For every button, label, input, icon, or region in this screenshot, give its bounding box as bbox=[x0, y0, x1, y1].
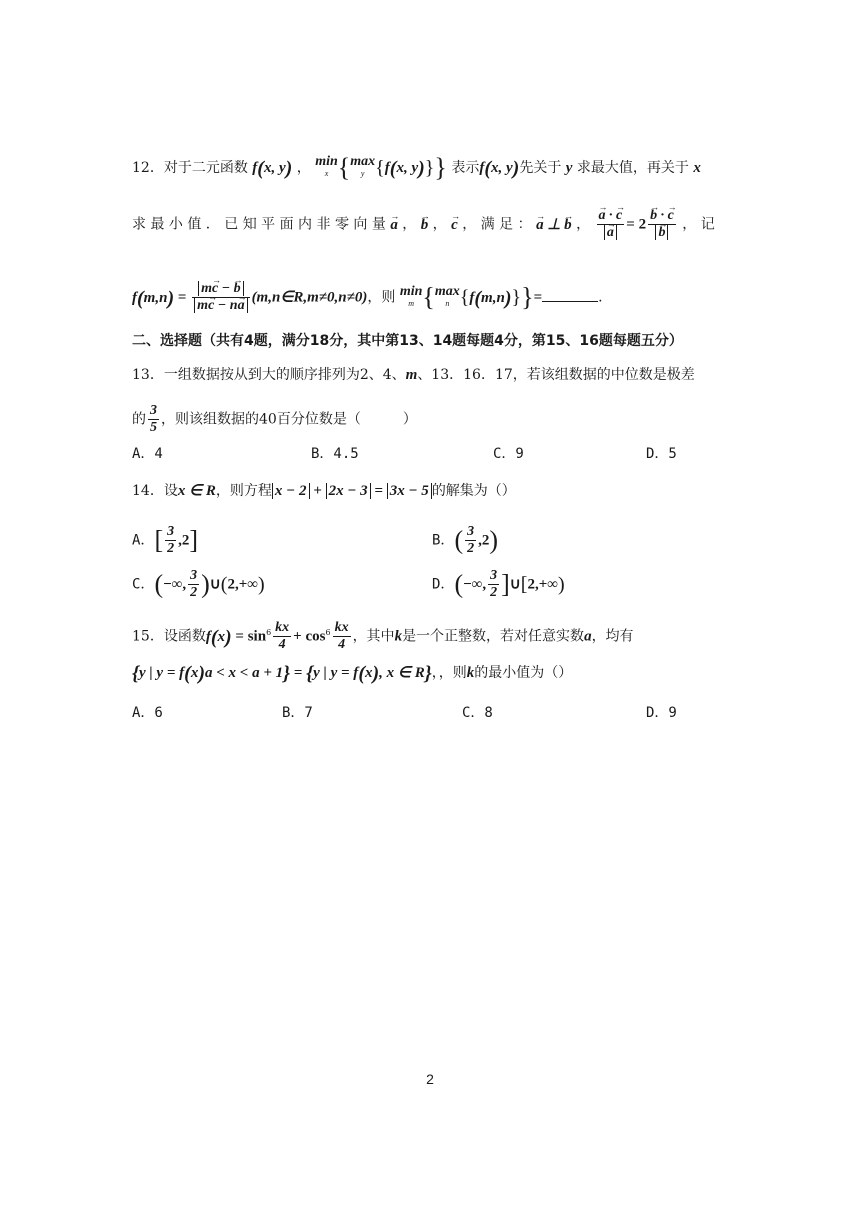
math-max-y: max y bbox=[350, 154, 376, 178]
math-f-mn: f(m,n) bbox=[469, 287, 512, 310]
q14-option-d[interactable]: D．(−∞, $\frac{3}{2}$ ]∪[2,+∞) bbox=[432, 568, 565, 600]
math-m: m bbox=[405, 367, 418, 383]
q12-line3: f(m,n) = $\frac{m\to c - \to b}{m\to c - n\to a}$ (m,n∈R,m≠0,n≠0)，则 min m {max n {f(m,n)}}= . bbox=[132, 281, 603, 314]
q12-text: ， 记 bbox=[682, 216, 715, 233]
option-label: C． bbox=[132, 576, 155, 593]
q15-text: ，其中 bbox=[352, 628, 395, 645]
math-f-xy: f(x, y) bbox=[252, 157, 293, 180]
q14-text: 14．设 bbox=[132, 483, 178, 499]
math-fx-def: f(x) bbox=[205, 626, 232, 649]
q15-text: 的最小值为（） bbox=[474, 665, 573, 681]
option-label: B． bbox=[432, 532, 455, 549]
option-label: D． bbox=[432, 576, 455, 593]
q12-text: ， bbox=[576, 216, 591, 233]
math-brace: } bbox=[424, 157, 435, 179]
answer-blank[interactable] bbox=[542, 289, 598, 302]
math-condition: (m,n∈R,m≠0,n≠0) bbox=[251, 289, 368, 306]
q13-text: 的 bbox=[132, 411, 146, 428]
q12-text: 表示 bbox=[451, 160, 480, 176]
math-frac-ac-over-a: → a · → c → a bbox=[597, 208, 625, 241]
math-f-mn: f(m,n) bbox=[132, 287, 175, 310]
q14-line1 bbox=[132, 481, 516, 501]
math-f-xy: f(x, y) bbox=[479, 157, 520, 180]
q15-option-c[interactable]: C．8 bbox=[462, 705, 493, 721]
page-number: 2 bbox=[426, 1071, 434, 1087]
q12-text: ， 满 足 ： bbox=[462, 216, 532, 233]
q14-text: 的解集为（） bbox=[431, 483, 516, 499]
math-brace: } bbox=[511, 286, 522, 309]
q12-text: 求最大值，再关于 bbox=[576, 160, 689, 176]
q15-option-b[interactable]: B．7 bbox=[282, 705, 313, 721]
math-k: k bbox=[466, 665, 475, 681]
q14-text: ，则方程 bbox=[215, 483, 272, 499]
q13-line1 bbox=[132, 365, 695, 385]
math-vec-c: → c bbox=[451, 215, 458, 235]
math-brace: } bbox=[521, 282, 534, 312]
q15-line2: {y | y = f(x)a < x < a + 1} = {y | y = f(x), x ∈ R}，，则k的最小值为（） bbox=[132, 662, 573, 685]
q15-line1: 15．设函数$f(x) = \sin^6$ $\frac{kx}{4}$ + $\cos^6$ $\frac{kx}{4}$ ，其中k是一个正整数，若对任意实数a，均有 bbox=[132, 620, 634, 652]
q13-option-a[interactable]: A．4 bbox=[132, 446, 163, 462]
q13-option-d[interactable]: D．5 bbox=[646, 446, 677, 462]
math-a-perp-b: → a ⊥ → b bbox=[536, 217, 572, 233]
option-label: A． bbox=[132, 532, 155, 549]
math-brace: { bbox=[337, 153, 351, 182]
q15-text: ，，则 bbox=[431, 665, 467, 681]
q12-text: ，则 bbox=[367, 289, 396, 306]
math-vec-a: → a bbox=[390, 215, 398, 235]
math-equation: x − 2 + 2x − 3 = 3x − 5 bbox=[272, 483, 432, 499]
math-x: x bbox=[693, 160, 701, 176]
q15-option-d[interactable]: D．9 bbox=[646, 705, 677, 721]
q13-text: 、13．16．17，若该组数据的中位数是极差 bbox=[417, 367, 695, 383]
math-brace: { bbox=[375, 157, 385, 179]
q13-line2 bbox=[132, 403, 417, 436]
math-min-x: min x bbox=[315, 154, 338, 178]
q12-text: . bbox=[598, 289, 603, 306]
q12-text: 先关于 bbox=[519, 160, 562, 176]
math-brace: } bbox=[434, 153, 447, 182]
math-min-m: min m bbox=[399, 283, 423, 308]
q14-option-a[interactable]: A．[ $\frac{3}{2}$ ,2] bbox=[132, 524, 199, 556]
q13-option-b[interactable]: B．4.5 bbox=[311, 446, 359, 462]
q15-text: 是一个正整数，若对任意实数 bbox=[402, 628, 585, 645]
q13-option-c[interactable]: C．9 bbox=[493, 446, 524, 462]
q12-text: ， bbox=[296, 160, 311, 176]
q13-text: ，则该组数据的40百分位数是（ ） bbox=[161, 411, 417, 428]
q15-text: 15．设函数 bbox=[132, 628, 206, 645]
math-set-left: {y | y = f(x)a < x < a + 1} bbox=[132, 662, 291, 685]
q12-line1 bbox=[132, 153, 701, 182]
q15-text: ，均有 bbox=[591, 628, 634, 645]
q15-option-a[interactable]: A．6 bbox=[132, 705, 163, 721]
math-frac-bc-over-b: → b · → c → b bbox=[648, 208, 676, 241]
q12-text: 12．对于二元函数 bbox=[132, 160, 248, 176]
math-k: k bbox=[394, 628, 403, 645]
math-brace: { bbox=[459, 286, 470, 309]
math-vec-b: → b bbox=[421, 215, 429, 235]
math-brace: { bbox=[422, 282, 435, 312]
math-x-in-r: x ∈ R bbox=[177, 483, 216, 499]
math-a: a bbox=[584, 628, 592, 645]
q12-line2: 求 最 小 值 ． 已 知 平 面 内 非 零 向 量 → a ， → b ， → c ， 满 足 ： → a ⊥ → b ， → a · → c → a = 2 → b · → c → b ， 记 bbox=[132, 208, 715, 241]
q14-option-c[interactable]: C．(−∞, $\frac{3}{2}$ )∪(2,+∞) bbox=[132, 568, 265, 600]
math-y: y bbox=[565, 160, 573, 176]
q12-text: 求 最 小 值 ． 已 知 平 面 内 非 零 向 量 bbox=[132, 216, 386, 233]
math-f-xy: f(x, y) bbox=[384, 157, 425, 180]
q13-text: 13．一组数据按从到大的顺序排列为2、4、 bbox=[132, 367, 406, 383]
section-heading: 二、选择题（共有4题，满分18分，其中第13、14题每题4分，第15、16题每题五分） bbox=[132, 333, 683, 349]
math-frac-3-5: $\frac{3}{5}$ bbox=[150, 403, 157, 435]
q14-option-b[interactable]: B．( $\frac{3}{2}$ ,2) bbox=[432, 524, 499, 556]
math-frac-mn: $\frac{m\to c - \to b}{m\to c - n\to a}$ bbox=[192, 281, 249, 314]
math-set-right: {y | y = f(x), x ∈ R} bbox=[306, 662, 432, 685]
math-max-n: max n bbox=[434, 283, 460, 308]
